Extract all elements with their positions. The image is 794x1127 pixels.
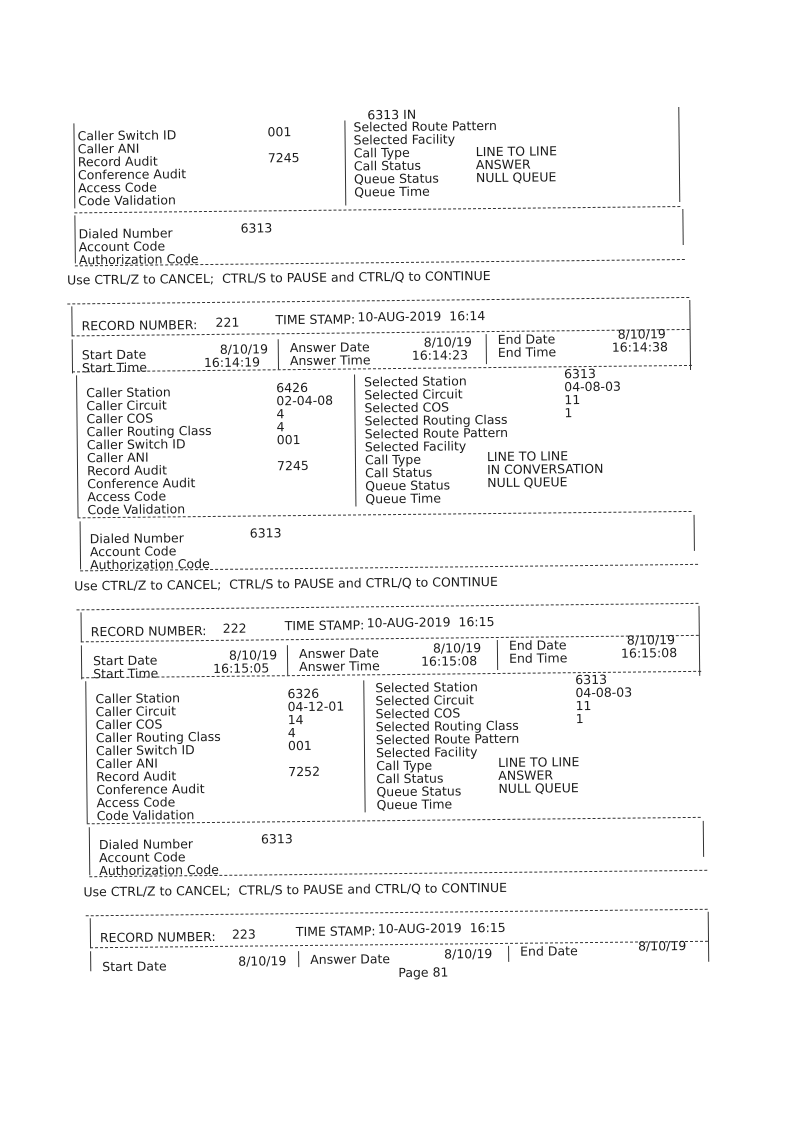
selected-value: LINE TO LINE — [486, 448, 569, 465]
end-date-value: 8/10/19 — [637, 938, 687, 954]
dashed-rule — [86, 909, 708, 917]
selected-label: Queue Time — [354, 183, 430, 200]
start-date-value: 8/10/19 — [238, 953, 287, 969]
selected-label: Selected Route Pattern — [353, 117, 497, 135]
dashed-rule — [67, 297, 689, 305]
selected-label: Call Type — [353, 144, 410, 161]
dialed-number-label: Dialed Number — [78, 225, 173, 242]
selected-label: Selected Route Pattern — [364, 424, 509, 442]
selected-label: Selected Facility — [353, 131, 456, 148]
selected-label: Selected Facility — [375, 744, 478, 761]
divider — [74, 215, 76, 263]
caller-label: Caller ANI — [96, 755, 158, 772]
start-time-value: 16:14:19 — [203, 354, 261, 371]
caller-value: 6426 — [276, 379, 309, 396]
answer-date-value: 8/10/19 — [432, 640, 482, 656]
caller-value: 7245 — [267, 150, 300, 166]
dialed-number-label: Dialed Number — [89, 530, 184, 547]
selected-value: 6313 — [563, 365, 596, 382]
authorization-code-label: Authorization Code — [78, 251, 199, 268]
divider — [698, 606, 700, 676]
caller-value: 4 — [276, 419, 285, 435]
caller-value: 4 — [287, 725, 296, 741]
caller-label: Record Audit — [77, 153, 158, 170]
dialed-number-value: 6313 — [240, 220, 273, 236]
answer-date-value: 8/10/19 — [423, 334, 472, 350]
caller-label: Record Audit — [86, 462, 168, 479]
selected-label: Call Type — [364, 451, 422, 468]
caller-value: 4 — [276, 406, 285, 422]
caller-label: Access Code — [96, 794, 176, 811]
caller-value: 7245 — [276, 457, 309, 474]
caller-value: 001 — [287, 737, 312, 754]
selected-label: Selected Routing Class — [375, 717, 519, 735]
selected-label: Selected COS — [364, 399, 450, 416]
selected-value: NULL QUEUE — [487, 474, 568, 491]
answer-time-value: 16:15:08 — [420, 653, 478, 669]
selected-label: Selected Circuit — [364, 386, 463, 403]
cancel-instructions: Use CTRL/Z to CANCEL; CTRL/S to PAUSE and CTRL/Q to CONTINUE — [83, 879, 508, 900]
divider — [508, 946, 509, 962]
selected-value: LINE TO LINE — [475, 143, 558, 160]
record-number-value: 223 — [231, 926, 256, 942]
selected-value: 04-08-03 — [575, 684, 633, 701]
selected-value: ANSWER — [475, 156, 531, 173]
dashed-rule — [81, 671, 701, 678]
record-number-label: RECORD NUMBER: — [81, 317, 198, 334]
answer-date-value: 8/10/19 — [444, 946, 493, 962]
caller-label: Code Validation — [78, 192, 176, 209]
account-code-label: Account Code — [89, 543, 177, 560]
caller-label: Caller Station — [86, 384, 171, 401]
record-number-value: 221 — [215, 314, 240, 330]
caller-label: Code Validation — [87, 501, 186, 518]
cancel-instructions: Use CTRL/Z to CANCEL; CTRL/S to PAUSE and CTRL/Q to CONTINUE — [66, 268, 491, 288]
caller-value: 7252 — [288, 763, 321, 780]
caller-label: Conference Audit — [77, 166, 187, 183]
divider — [81, 612, 82, 642]
caller-label: Record Audit — [96, 768, 177, 785]
cancel-instructions: Use CTRL/Z to CANCEL; CTRL/S to PAUSE and CTRL/Q to CONTINUE — [74, 573, 498, 594]
start-date-label: Start Date — [102, 958, 167, 975]
authorization-code-label: Authorization Code — [99, 861, 220, 879]
caller-value: 02-04-08 — [276, 392, 334, 409]
divider — [689, 300, 691, 370]
caller-label: Caller Switch ID — [95, 742, 195, 759]
dashed-rule — [76, 603, 698, 611]
start-date-label: Start Date — [92, 652, 158, 669]
timestamp-value: 10-AUG-2019 16:15 — [377, 919, 506, 937]
selected-value: NULL QUEUE — [475, 169, 557, 186]
caller-label: Caller ANI — [86, 449, 149, 466]
selected-label: Queue Status — [365, 477, 451, 494]
dialed-number-value: 6313 — [260, 831, 293, 847]
selected-label: Selected COS — [375, 705, 461, 722]
answer-time-value: 16:14:23 — [411, 347, 469, 363]
authorization-code-label: Authorization Code — [89, 555, 210, 573]
divider — [278, 339, 279, 369]
timestamp-label: TIME STAMP: — [275, 311, 356, 328]
end-time-label: End Time — [508, 650, 568, 666]
divider — [85, 681, 87, 823]
selected-label: Queue Time — [365, 490, 442, 507]
record-number-value: 222 — [222, 620, 247, 636]
caller-label: Caller Routing Class — [86, 422, 212, 440]
divider — [76, 375, 78, 517]
top-fragment — [0, 0, 788, 288]
start-date-value: 8/10/19 — [228, 647, 278, 663]
caller-value: 001 — [267, 124, 292, 140]
timestamp-value: 10-AUG-2019 16:15 — [366, 614, 495, 631]
selected-label: Queue Status — [376, 783, 462, 800]
end-time-label: End Time — [497, 344, 557, 360]
divider — [89, 827, 91, 875]
selected-label: Selected Circuit — [375, 692, 474, 709]
divider — [344, 121, 346, 206]
caller-label: Caller Routing Class — [95, 728, 221, 746]
selected-value: 11 — [564, 392, 581, 408]
start-date-label: Start Date — [81, 346, 147, 363]
caller-label: Conference Audit — [96, 781, 205, 798]
caller-label: Caller Circuit — [86, 397, 167, 414]
caller-label: Caller Switch ID — [86, 436, 186, 453]
caller-value: 04-12-01 — [287, 698, 345, 715]
divider — [694, 515, 695, 551]
selected-value: ANSWER — [498, 767, 554, 783]
selected-value: 1 — [575, 711, 584, 727]
selected-value: 04-08-03 — [564, 378, 622, 395]
end-date-value: 8/10/19 — [626, 632, 676, 648]
page-number: Page 81 — [398, 964, 449, 981]
start-time-label: Start Time — [93, 665, 159, 682]
divider — [73, 123, 75, 208]
answer-date-label: Answer Date — [289, 339, 370, 356]
divider — [708, 912, 710, 962]
end-time-value: 16:15:08 — [620, 645, 678, 661]
selected-value: IN CONVERSATION — [486, 460, 604, 478]
selected-label: Selected Routing Class — [364, 411, 508, 429]
selected-label: Selected Route Pattern — [375, 730, 520, 748]
start-date-value: 8/10/19 — [219, 341, 269, 357]
divider — [363, 680, 365, 812]
divider — [90, 951, 91, 971]
caller-value: 14 — [287, 712, 304, 728]
end-date-label: End Date — [520, 943, 578, 959]
divider — [287, 645, 288, 675]
end-date-value: 8/10/19 — [617, 326, 666, 342]
divider — [678, 107, 680, 202]
account-code-label: Account Code — [99, 849, 186, 866]
selected-label: Queue Time — [376, 796, 453, 813]
timestamp-label: TIME STAMP: — [284, 617, 365, 634]
timestamp-label: TIME STAMP: — [295, 923, 376, 940]
dialed-number-label: Dialed Number — [98, 836, 194, 853]
selected-label: Call Status — [376, 770, 444, 787]
answer-date-label: Answer Date — [298, 645, 379, 662]
caller-value: 6326 — [287, 685, 320, 702]
dialed-number-value: 6313 — [249, 525, 282, 541]
divider — [81, 645, 82, 679]
selected-label: Selected Station — [364, 373, 467, 390]
selected-label: Call Status — [353, 157, 422, 174]
selected-value: 11 — [575, 698, 592, 714]
divider — [486, 334, 487, 364]
selected-value: LINE TO LINE — [498, 754, 580, 770]
dashed-rule — [72, 365, 692, 372]
divider — [71, 306, 72, 336]
end-time-value: 16:14:38 — [611, 339, 669, 355]
caller-label: Conference Audit — [87, 475, 196, 492]
selected-label: Selected Facility — [364, 438, 467, 455]
divider — [80, 521, 82, 569]
end-date-label: End Date — [508, 637, 567, 653]
caller-value: 001 — [276, 432, 301, 448]
record-number-label: RECORD NUMBER: — [99, 928, 216, 946]
divider — [497, 640, 498, 670]
answer-time-label: Answer Time — [289, 352, 371, 369]
divider — [703, 821, 704, 857]
selected-value: 1 — [564, 405, 573, 421]
record-number-label: RECORD NUMBER: — [90, 623, 207, 640]
selected-value: 6313 — [575, 671, 608, 688]
caller-label: Caller Circuit — [95, 703, 177, 720]
answer-time-label: Answer Time — [299, 658, 380, 675]
divider — [682, 209, 683, 245]
divider — [298, 951, 299, 967]
caller-label: Caller COS — [86, 410, 154, 427]
selected-value: NULL QUEUE — [498, 780, 579, 796]
caller-label: Caller ANI — [77, 140, 140, 157]
timestamp-value: 10-AUG-2019 16:14 — [357, 308, 486, 325]
divider — [72, 339, 73, 373]
selected-label: Selected Station — [375, 679, 479, 696]
caller-label: Access Code — [78, 179, 157, 196]
caller-label: Caller COS — [95, 716, 163, 733]
caller-label: Caller Switch ID — [77, 127, 177, 144]
selected-label: Call Status — [365, 464, 433, 481]
account-code-label: Account Code — [78, 238, 166, 255]
caller-label: Code Validation — [96, 807, 195, 824]
start-time-value: 16:15:05 — [213, 660, 270, 676]
divider — [354, 374, 356, 506]
selected-label: Queue Status — [353, 170, 439, 187]
divider — [90, 918, 91, 948]
end-date-label: End Date — [497, 331, 556, 347]
caller-label: Caller Station — [95, 690, 181, 707]
caller-label: Access Code — [87, 488, 167, 505]
selected-label: Call Type — [376, 757, 433, 774]
answer-date-label: Answer Date — [310, 951, 391, 967]
selected-label: 6313 IN — [367, 106, 417, 123]
start-time-label: Start Time — [81, 359, 148, 376]
